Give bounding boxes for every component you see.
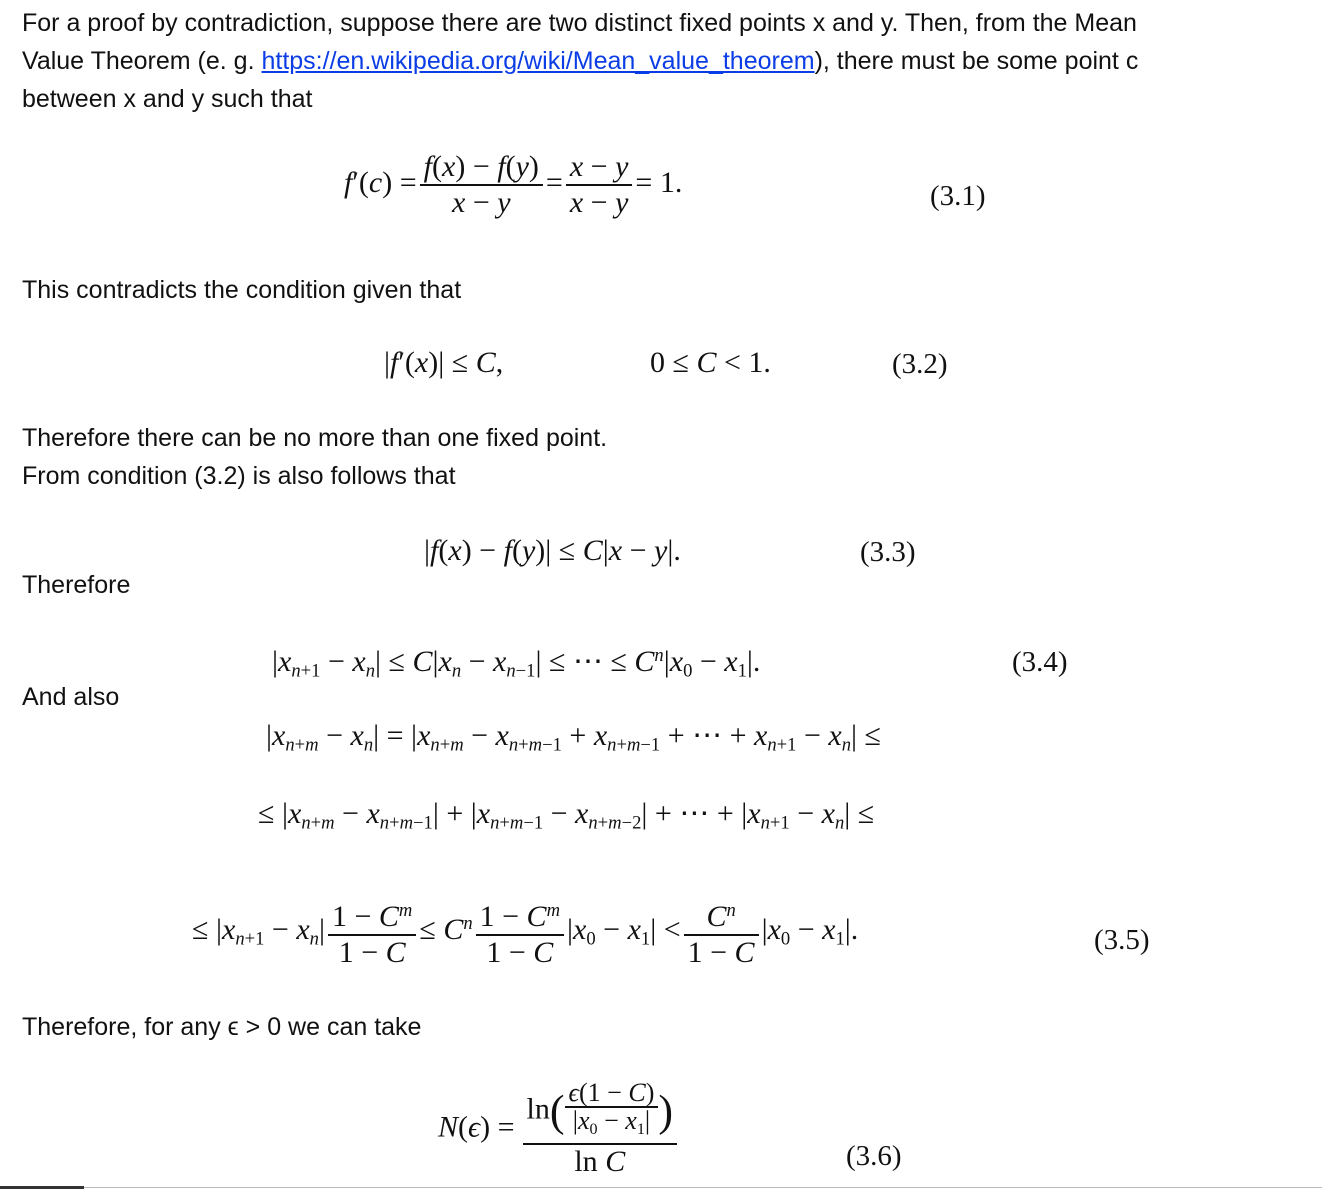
page-bottom-line: [84, 1187, 1322, 1188]
equation-number-3-6: (3.6): [846, 1140, 902, 1172]
equation-3-1: f′(c) = $\frac{f(x) - f(y)}{x - y}$ = $\frac{x - y}{x - y}$ = 1.: [344, 150, 683, 219]
page-bottom-rule: [0, 1186, 84, 1189]
equation-number-3-1: (3.1): [930, 180, 986, 212]
intro-line-1: For a proof by contradiction, suppose there are two distinct fixed points x and y. Then, from the Mean: [22, 9, 1137, 37]
equation-number-3-5: (3.5): [1094, 924, 1150, 956]
one-fixed-point-line-2: From condition (3.2) is also follows that: [22, 462, 456, 490]
equation-3-4: $|x_{n+1} - x_n| \le C|x_n - x_{n-1}|$ ≤ ⋯ ≤ $C^n|x_0 - x_1|$.: [272, 644, 761, 682]
intro-line-2-suffix: ), there must be some point c: [814, 47, 1139, 75]
equation-3-5-line-3: ≤ $|x_{n+1} - x_n|$ $\frac{1 - C^m}{1 - C}$ ≤ $C^n$ $\frac{1 - C^m}{1 - C}$ $|x_0 - x_1|$ < $\frac{C^n}{1 - C}$ $|x_0 - x_1|$.: [192, 900, 859, 970]
mean-value-theorem-link[interactable]: https://en.wikipedia.org/wiki/Mean_value_theorem: [261, 47, 815, 75]
equation-3-6: N(ϵ) = ln( $\frac{\epsilon(1 - C)}{|x_0 - x_1|}$ ) ln C: [438, 1080, 680, 1179]
paragraph-therefore: Therefore: [22, 571, 131, 599]
intro-line-2-prefix: Value Theorem (e. g.: [22, 47, 262, 75]
intro-line-3: between x and y such that: [22, 85, 313, 113]
paragraph-for-any-epsilon: Therefore, for any ϵ > 0 we can take: [22, 1013, 422, 1041]
equation-3-2-bound: 0 ≤ C < 1.: [650, 346, 771, 379]
paragraph-and-also: And also: [22, 683, 120, 711]
equation-number-3-2: (3.2): [892, 348, 948, 380]
equation-number-3-4: (3.4): [1012, 646, 1068, 678]
equation-3-5-line-2: ≤ $|x_{n+m} - x_{n+m-1}| + |x_{n+m-1} - x_{n+m-2}|$ + ⋯ + $|x_{n+1} - x_n|$ ≤: [258, 797, 875, 834]
equation-number-3-3: (3.3): [860, 536, 916, 568]
equation-3-3: |f(x) − f(y)| ≤ C|x − y|.: [424, 534, 681, 567]
one-fixed-point-line-1: Therefore there can be no more than one fixed point.: [22, 424, 608, 452]
paragraph-contradiction: This contradicts the condition given that: [22, 276, 462, 304]
equation-3-5-line-1: $|x_{n+m} - x_n| = |x_{n+m} - x_{n+m-1} + x_{n+m-1}$ + ⋯ + $x_{n+1} - x_n|$ ≤: [266, 719, 881, 756]
paragraph-one-fixed-point: [22, 419, 607, 495]
paragraph-intro: [22, 4, 1138, 118]
equation-3-2: |f′(x)| ≤ C,: [384, 346, 504, 379]
intro-line-2: [22, 42, 1138, 80]
